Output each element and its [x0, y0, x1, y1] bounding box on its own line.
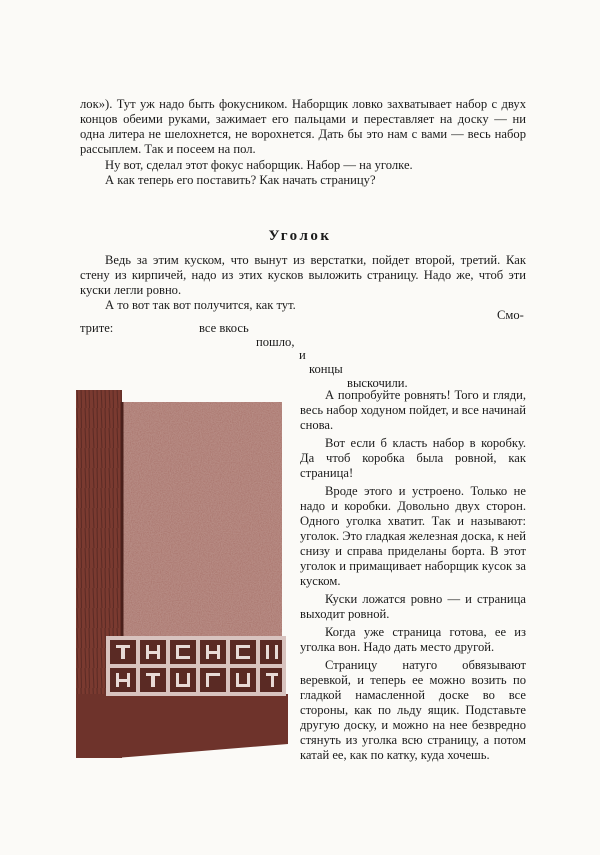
scattered-word-2: трите: [80, 321, 114, 335]
paragraph-section-1: Ведь за этим куском, что вынут из верстатки, пойдет второй, третий. Как стену из кирпичей, надо из этих кусков выложить страницу. Надо же, чтоб эти куски легли ровно. [80, 253, 526, 297]
scattered-word-1: Смо- [497, 308, 524, 322]
paragraph-intro-2: Ну вот, сделал этот фокус наборщик. Набор — на уголке. [105, 158, 413, 172]
text-column [300, 388, 526, 766]
paragraph-intro-1: лок»). Тут уж надо быть фокусником. Наборщик ловко захватывает набор с двух концов обеими руками, зажимает его пальцами и переставляет на доску — ни одна литера не шелохнется, не ворохнется. Дать бы это нам с вами — весь набор рассыплем. Так и посеем на пол. [80, 97, 526, 156]
scattered-word-3: все вкось [199, 321, 249, 335]
column-paragraph-4: Куски ложатся ровно — и страница выходит ровной. [300, 592, 526, 621]
paragraph-intro-3: А как теперь его поставить? Как начать страницу? [105, 173, 376, 187]
section-title: Уголок [268, 228, 332, 244]
column-paragraph-2: Вот если б класть набор в коробку. Да чтоб коробка была ровной, как страница! [300, 436, 526, 480]
column-paragraph-1: А попробуйте ровнять! Того и гляди, весь набор ходуном пойдет, и все начинай снова. [300, 388, 526, 432]
paragraph-section-2: А то вот так вот получится, как тут. [105, 298, 296, 312]
scattered-word-6: концы [309, 362, 343, 376]
column-paragraph-5: Когда уже страница готова, ее из уголка вон. Надо дать место другой. [300, 625, 526, 654]
scattered-word-5: и [299, 348, 306, 362]
column-paragraph-6: Страницу натуго обвязывают веревкой, и теперь ее можно возить по гладкой намасленной доске во все стороны, как по льду ящик. Подставьте другую доску, и можно на нее безвредно стянуть из уголка всю страницу, а потом катай ее, как по катку, куда хочешь. [300, 658, 526, 762]
composing-galley-illustration-icon [76, 388, 288, 760]
scattered-word-7: выскочили. [347, 376, 408, 390]
column-paragraph-3: Вроде этого и устроено. Только не надо и коробки. Довольно двух сторон. Одного уголка хватит. Так и называют: уголок. Это гладкая железная доска, к ней снизу и справа приделаны борта. В этот уголок и примащивает наборщик кусок за куском. [300, 484, 526, 588]
scattered-word-4: пошло, [256, 335, 295, 349]
